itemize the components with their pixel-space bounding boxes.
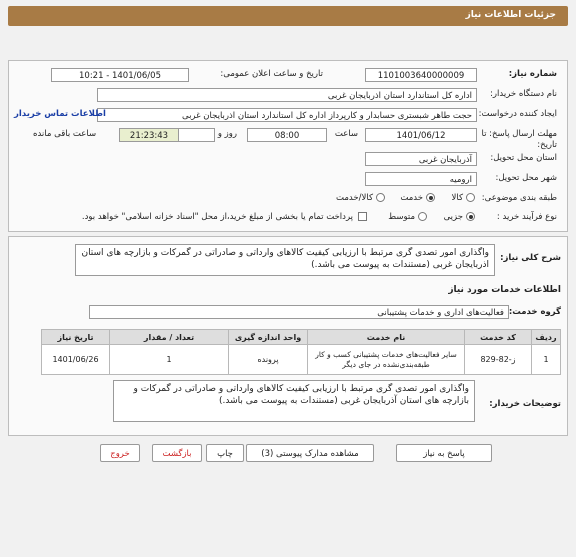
category-goods-label: کالا <box>451 193 463 203</box>
deadline-label: مهلت ارسال پاسخ: تا تاریخ: <box>481 129 557 150</box>
category-goods-service-label: کالا/خدمت <box>336 193 373 203</box>
attachments-button[interactable]: مشاهده مدارک پیوستی (3) <box>246 444 374 462</box>
buyer-notes-label: توضیحات خریدار: <box>489 399 561 409</box>
need-details-panel <box>8 236 568 436</box>
summary-label: شرح کلی نیاز: <box>500 253 561 263</box>
province-label: استان محل تحویل: <box>490 153 557 163</box>
treasury-payment-checkbox[interactable] <box>358 212 367 221</box>
summary-text: واگذاری امور تصدی گری مرتبط با ارزیابی کیفیت کالاهای وارداتی و صادراتی در گمرکات و بازارچه های استان اذربایجان غربی (مستندات به پیوست می باشد.) <box>75 244 495 276</box>
buyer-org-label: نام دستگاه خریدار: <box>490 89 557 99</box>
category-goods-service-radio[interactable] <box>376 193 385 202</box>
process-minor-label: جزیی <box>443 212 463 222</box>
process-medium-radio[interactable] <box>418 212 427 221</box>
exit-button[interactable]: خروج <box>100 444 140 462</box>
contact-info-link[interactable]: اطلاعات تماس خریدار <box>14 109 106 119</box>
buyer-org-field: اداره کل استاندارد استان اذربایجان غربی <box>97 88 477 102</box>
cell-code: ز-82-829 <box>465 345 532 375</box>
col-unit: واحد اندازه گیری <box>229 330 308 345</box>
services-heading: اطلاعات خدمات مورد نیاز <box>448 285 561 295</box>
deadline-time-label: ساعت <box>334 129 358 139</box>
page-header <box>8 6 568 26</box>
days-label: روز و <box>217 129 237 139</box>
treasury-payment-note: پرداخت تمام یا بخشی از مبلغ خرید،از محل "اسناد خزانه اسلامی" خواهد بود. <box>81 212 353 222</box>
col-date: تاریخ نیاز <box>42 330 110 345</box>
service-group-field: فعالیت‌های اداری و خدمات پشتیبانی <box>89 305 509 319</box>
buyer-notes-text: واگذاری امور تصدی گری مرتبط با ارزیابی کیفیت کالاهای وارداتی و صادراتی در گمرکات و بازارچه های استان آذربایجان غربی (مستندات به پیوست می باشد.) <box>113 380 475 422</box>
announce-field: 1401/06/05 - 10:21 <box>51 68 189 82</box>
need-number-label: شماره نیاز: <box>508 69 557 79</box>
col-row: ردیف <box>532 330 561 345</box>
table-header-row <box>42 330 561 345</box>
cell-date: 1401/06/26 <box>42 345 110 375</box>
services-table <box>41 329 561 375</box>
requester-field: حجت طاهر شبستری حسابدار و کارپرداز اداره کل استاندارد استان اذربایجان غربی <box>97 108 477 122</box>
page-title: جزئیات اطلاعات نیاز <box>465 10 556 20</box>
need-info-panel <box>8 60 568 232</box>
process-minor-radio[interactable] <box>466 212 475 221</box>
table-row <box>42 345 561 375</box>
category-goods-radio[interactable] <box>466 193 475 202</box>
category-service-label: خدمت <box>400 193 423 203</box>
category-label: طبقه بندی موضوعی: <box>481 193 557 203</box>
province-field: آذربایجان غربی <box>365 152 477 166</box>
cell-qty: 1 <box>110 345 229 375</box>
city-field: ارومیه <box>365 172 477 186</box>
remaining-label: ساعت باقی مانده <box>33 129 97 139</box>
col-name: نام خدمت <box>308 330 465 345</box>
city-label: شهر محل تحویل: <box>495 173 557 183</box>
announce-label: تاریخ و ساعت اعلان عمومی: <box>220 69 323 79</box>
reply-button[interactable]: پاسخ به نیاز <box>396 444 492 462</box>
deadline-date-field: 1401/06/12 <box>365 128 477 142</box>
cell-name: سایر فعالیت‌های خدمات پشتیبانی کسب و کار طبقه‌بندی‌نشده در جای دیگر <box>308 345 465 375</box>
cell-unit: پرونده <box>229 345 308 375</box>
process-medium-label: متوسط <box>388 212 415 222</box>
service-group-label: گروه خدمت: <box>508 307 561 317</box>
print-button[interactable]: چاپ <box>206 444 244 462</box>
col-code: کد خدمت <box>465 330 532 345</box>
remaining-time-field: 21:23:43 <box>119 128 179 142</box>
back-button[interactable]: بازگشت <box>152 444 202 462</box>
deadline-time-field: 08:00 <box>247 128 327 142</box>
col-qty: تعداد / مقدار <box>110 330 229 345</box>
requester-label: ایجاد کننده درخواست: <box>478 109 557 119</box>
process-label: نوع فرآیند خرید : <box>496 212 557 222</box>
cell-row: 1 <box>532 345 561 375</box>
need-number-field: 1101003640000009 <box>365 68 477 82</box>
category-service-radio[interactable] <box>426 193 435 202</box>
